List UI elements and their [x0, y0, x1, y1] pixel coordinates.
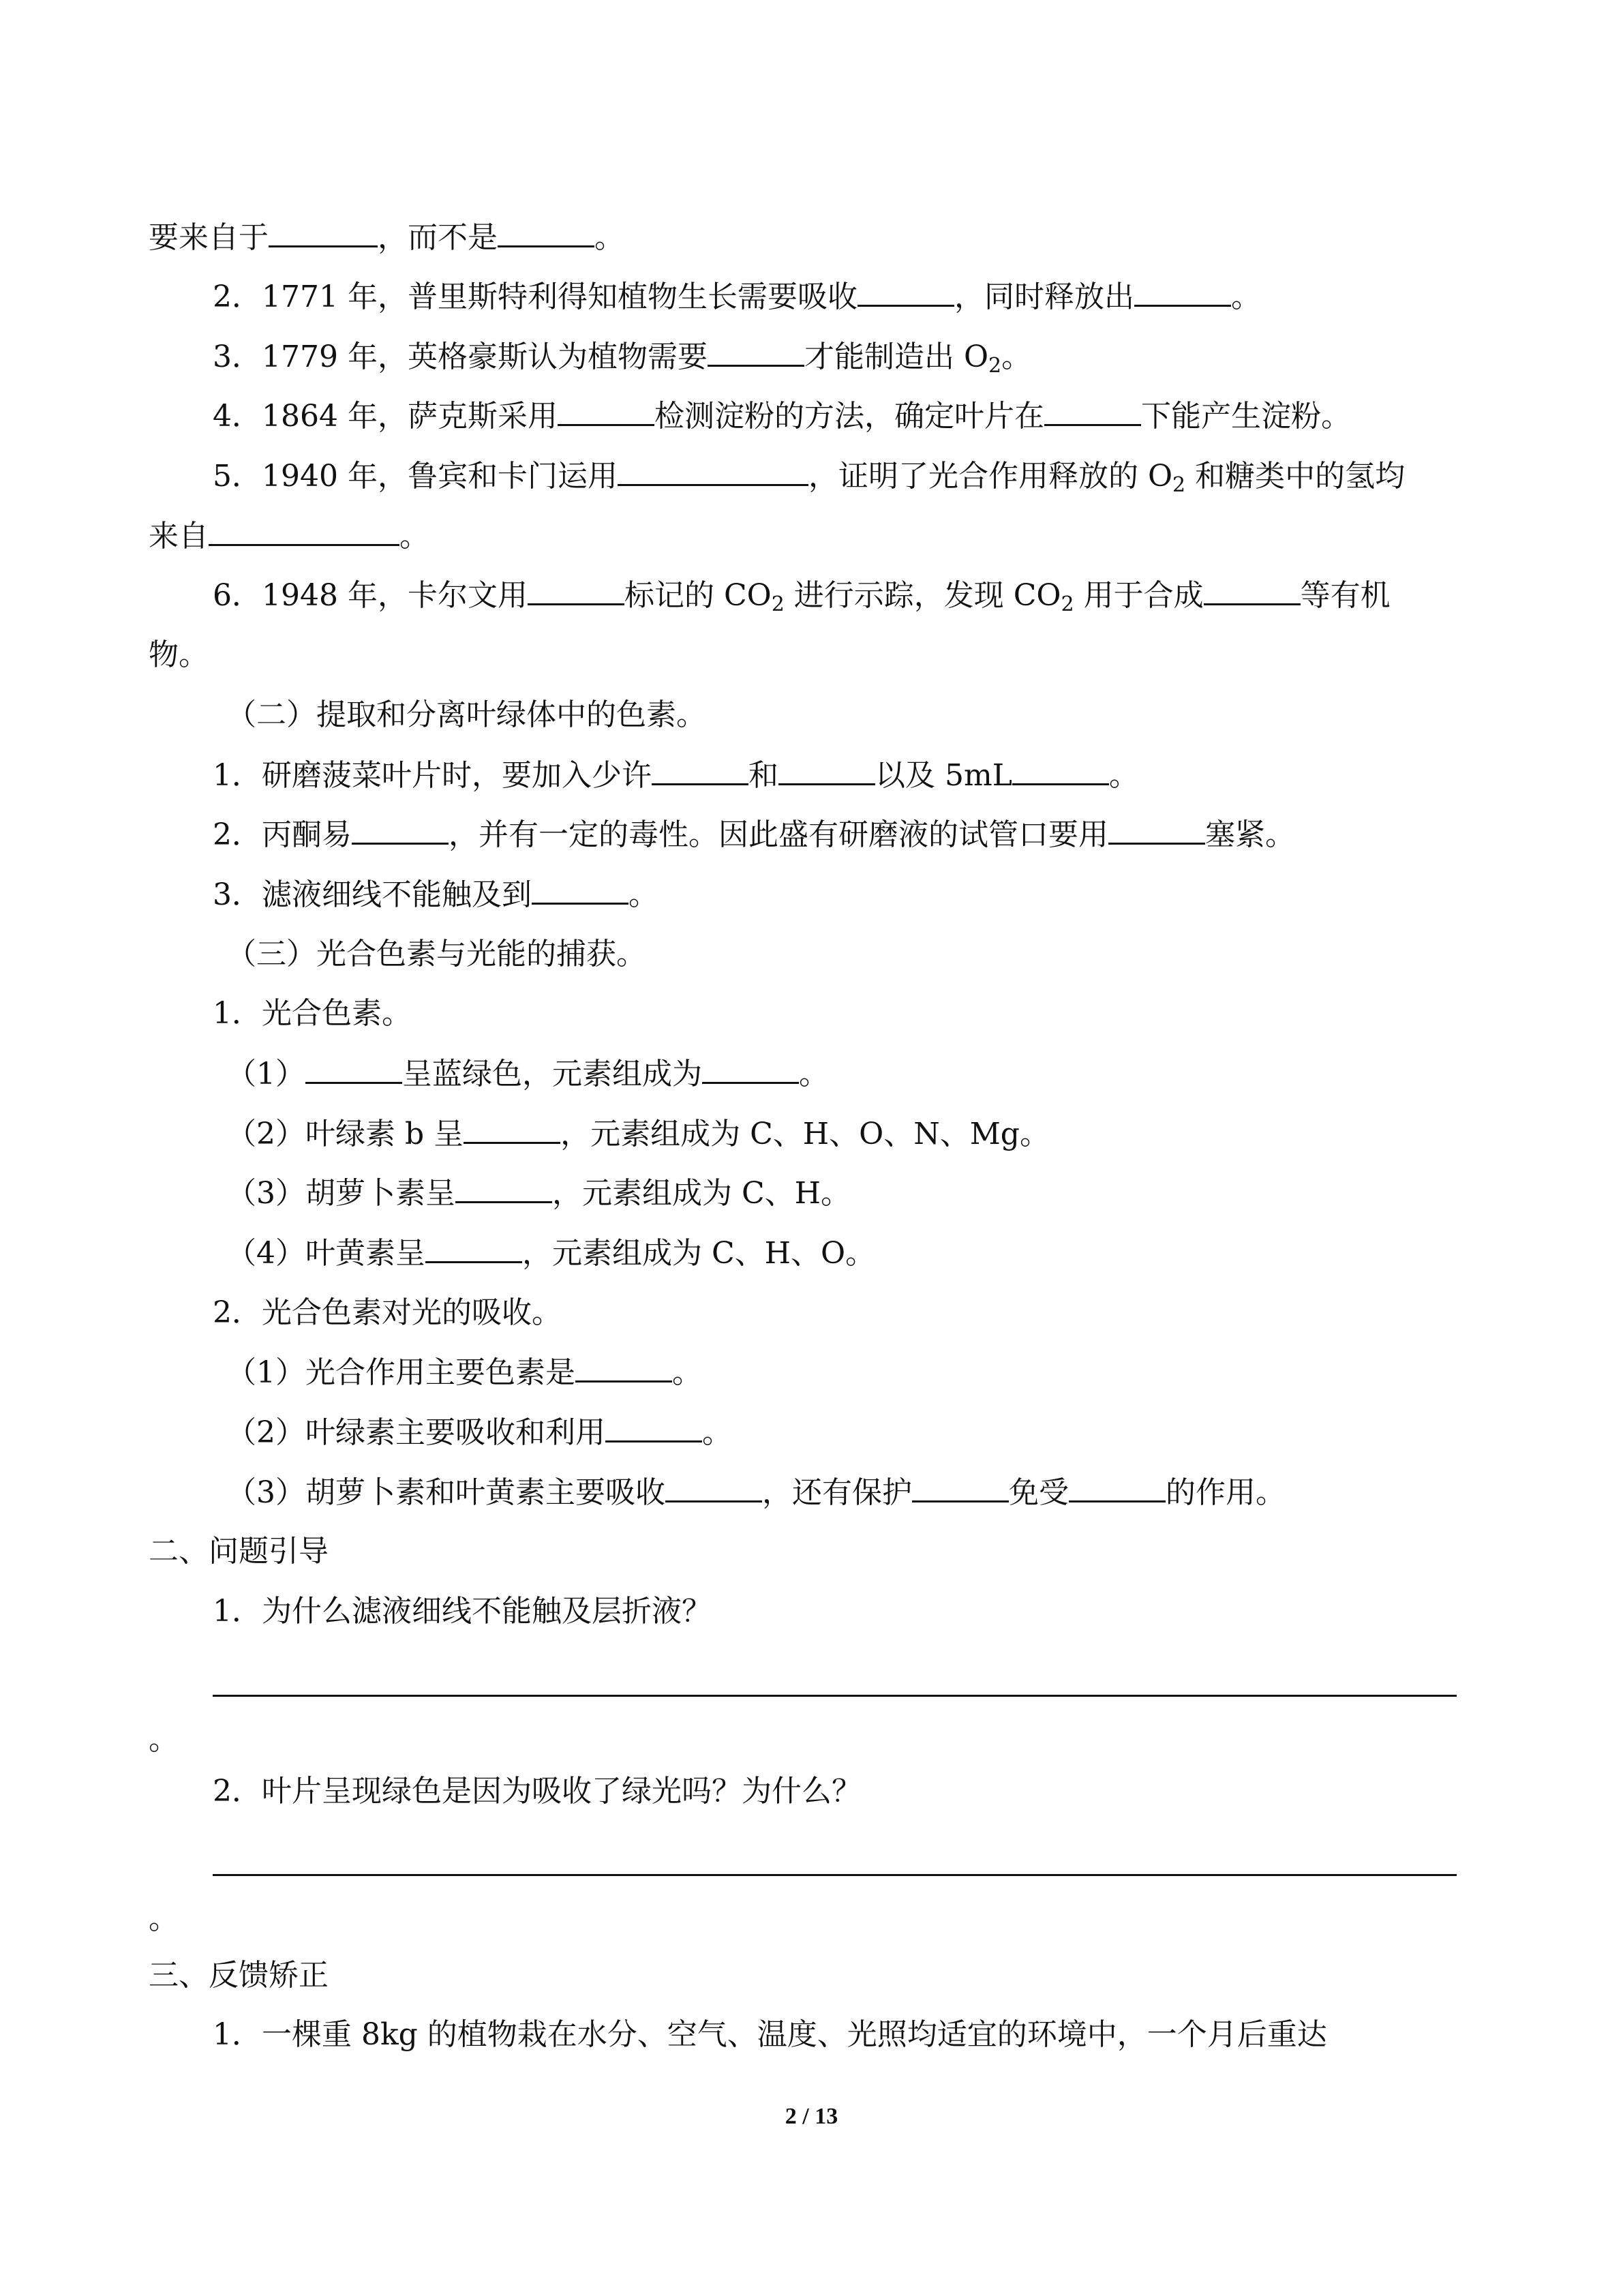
text-line: 2．光合色素对光的吸收。	[213, 1295, 562, 1330]
text-line: 物。	[149, 637, 209, 672]
text-line: 3．滤液细线不能触及到 。	[213, 875, 658, 914]
blank[interactable]	[352, 815, 449, 845]
blank[interactable]	[778, 756, 875, 785]
text-line: 2．1771 年，普里斯特利得知植物生长需要吸收 ，同时释放出 。	[213, 277, 1261, 316]
text-line: 1．研磨菠菜叶片时，要加入少许 和 以及 5mL 。	[213, 756, 1139, 795]
text-line: 。	[149, 1722, 179, 1757]
blank[interactable]	[209, 517, 399, 546]
text-line: 1．一棵重 8kg 的植物栽在水分、空气、温度、光照均适宜的环境中，一个月后重达	[213, 2017, 1327, 2052]
blank[interactable]	[498, 218, 594, 247]
text-line: （4）叶黄素呈 ，元素组成为 C、H、O。	[226, 1234, 875, 1273]
blank[interactable]	[425, 1234, 522, 1263]
blank[interactable]	[605, 1413, 702, 1442]
text-line: （1） 呈蓝绿色，元素组成为 。	[226, 1055, 829, 1093]
blank[interactable]	[912, 1473, 1009, 1502]
text-line: 。	[149, 1901, 179, 1936]
question: 2．叶片呈现绿色是因为吸收了绿光吗？为什么？	[213, 1774, 862, 1809]
section-heading: （三）光合色素与光能的捕获。	[226, 937, 646, 971]
section-heading: （二）提取和分离叶绿体中的色素。	[226, 697, 706, 732]
answer-line[interactable]	[213, 1874, 1457, 1876]
text-line: （2）叶绿素主要吸收和利用 。	[226, 1413, 732, 1452]
blank[interactable]	[305, 1055, 402, 1084]
question: 1．为什么滤液细线不能触及层折液？	[213, 1594, 712, 1629]
blank[interactable]	[702, 1055, 799, 1084]
blank[interactable]	[1044, 397, 1141, 426]
blank[interactable]	[1134, 277, 1231, 307]
text-line: 3．1779 年，英格豪斯认为植物需要 才能制造出 $O_2$。	[213, 337, 1031, 376]
blank[interactable]	[665, 1473, 762, 1502]
blank[interactable]	[269, 218, 378, 247]
text-line: （1）光合作用主要色素是 。	[226, 1353, 702, 1392]
blank[interactable]	[558, 397, 654, 426]
blank[interactable]	[618, 457, 808, 486]
text-line: （2）叶绿素 b 呈 ，元素组成为 C、H、O、N、Mg。	[226, 1115, 1050, 1153]
text-line: 来自 。	[149, 517, 429, 556]
blank[interactable]	[575, 1353, 672, 1383]
blank[interactable]	[708, 337, 804, 367]
blank[interactable]	[1069, 1473, 1166, 1502]
blank[interactable]	[528, 576, 624, 605]
blank[interactable]	[532, 875, 628, 905]
text-line: （3）胡萝卜素呈 ，元素组成为 C、H。	[226, 1174, 851, 1213]
text-line: 1．光合色素。	[213, 996, 412, 1031]
blank[interactable]	[652, 756, 748, 785]
text-line: （3）胡萝卜素和叶黄素主要吸收 ，还有保护 免受 的作用。	[226, 1473, 1286, 1512]
blank[interactable]	[1012, 756, 1109, 785]
blank[interactable]	[455, 1174, 552, 1203]
text-line: 6．1948 年，卡尔文用 标记的 $CO_2$ 进行示踪，发现 $CO_2$ 用于合成 等有机	[213, 576, 1391, 615]
text-line: 要来自于 ，而不是 。	[149, 218, 624, 257]
blank[interactable]	[464, 1115, 560, 1144]
text-line: 2．丙酮易 ，并有一定的毒性。因此盛有研磨液的试管口要用 塞紧。	[213, 815, 1295, 854]
section-heading: 三、反馈矫正	[149, 1958, 329, 1993]
text-line: 5．1940 年，鲁宾和卡门运用 ，证明了光合作用释放的 $O_2$ 和糖类中的氢均	[213, 457, 1405, 496]
blank[interactable]	[1204, 576, 1301, 605]
blank[interactable]	[1108, 815, 1205, 845]
text-line: 4．1864 年，萨克斯采用 检测淀粉的方法，确定叶片在 下能产生淀粉。	[213, 397, 1351, 436]
blank[interactable]	[858, 277, 954, 307]
answer-line[interactable]	[213, 1695, 1457, 1697]
page-number: 2 / 13	[785, 2104, 838, 2129]
section-heading: 二、问题引导	[149, 1534, 329, 1569]
